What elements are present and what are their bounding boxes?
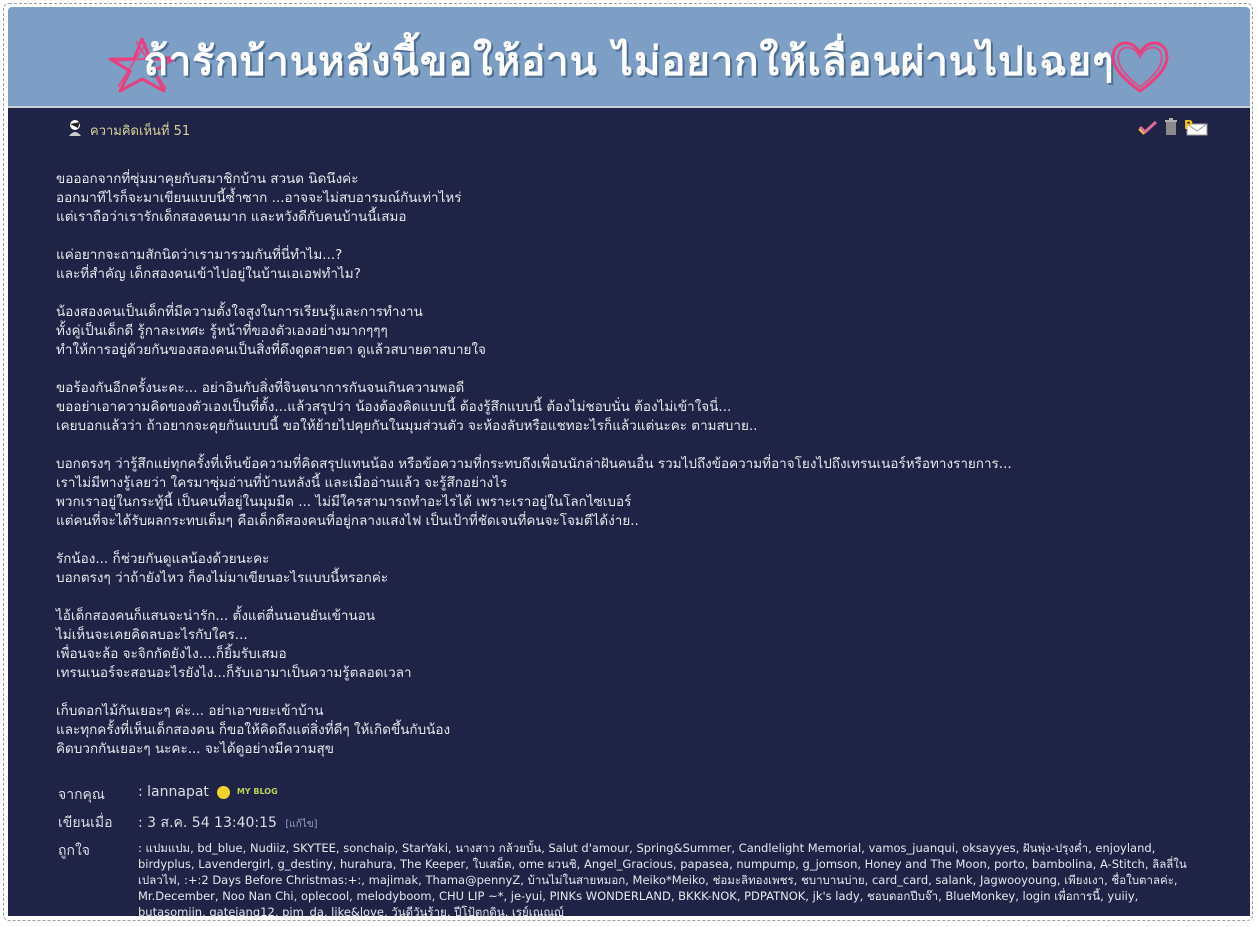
heart-doodle-icon	[1108, 35, 1172, 99]
written-label: เขียนเมื่อ	[58, 815, 113, 831]
paragraph: น้องสองคนเป็นเด็กที่มีความตั้งใจสูงในการเรียนรู้และการทำงาน ทั้งคู่เป็นเด็กดี รู้กาละเทศะ รู้หน้าที่ของตัวเองอย่างมากๆๆๆ ทำให้การอยู่ด้วยกันของสองคนเป็นสิ่งที่ดึงดูดสายตา ดูแล้วสบายตาสบายใจ	[56, 304, 486, 358]
paragraph: แค่อยากจะถามสักนิดว่าเรามารวมกันที่นี่ทำไม...? และที่สำคัญ เด็กสองคนเข้าไปอยู่ในบ้านเอเอฟทำไม?	[56, 247, 361, 282]
comment-header	[66, 120, 190, 140]
edit-link[interactable]: [แก้ไข]	[285, 819, 318, 830]
banner	[8, 7, 1250, 106]
written-row	[58, 812, 1218, 834]
author-name[interactable]: : lannapat	[138, 784, 209, 800]
comment-panel	[8, 106, 1250, 919]
myblog-badge[interactable]: MY BLOG	[236, 787, 278, 796]
svg-text:P: P	[1184, 118, 1193, 132]
comment-actions	[1138, 118, 1208, 140]
trash-icon[interactable]	[1164, 118, 1178, 140]
likes-list: : แปมแปม, bd_blue, Nudiiz, SKYTEE, sonchaip, StarYaki, นางสาว กล้วยบั้น, Salut d'amour, Spring&Summer, Candlelight Memorial, vamos_juanqui, oksayyes, ฝันพุ่ง-ปรุงค่ำ, enjoyland, birdyplus, Lavendergirl, g_destiny, hurahura, The Keeper, ใบเสม็ด, ome ผวนชิ, Angel_Gracious, papasea, numpump, g_jomson, Honey and The Moon, porto, bambolina, A-Stitch, ลิลลี่ในเปลวไฟ, :+:2 Days Before Christmas:+:, majimak, Thama@pennyZ, บ้านไม่ในสายหมอก, Meiko*Meiko, ช่อมะลิทองเพชร, ชบาบานบ่าย, card_card, salank, Jagwooyoung, เพียงเงา, ชื่อใบตาลค่ะ, Mr.December, Noo Nan Chi, oplecool, melodyboom, CHU LIP ~*, je-yui, PINKs WONDERLAND, BKKK-NOK, PDPATNOK, jk's lady, ชอบดอกปีบจ๊า, BlueMonkey, login เพื่อการนี้, yuiiy, butasomjin, gatejang12, pim_da, like&love, วันดีวันร้าย, ปีโป้ตกดิน, เรย์เณณญ์	[138, 841, 1187, 919]
paragraph: ไอ้เด็กสองคนก็แสนจะน่ารัก... ตั้งแต่ตื่นนอนยันเข้านอน ไม่เห็นจะเคยคิดลบอะไรกับใคร... เพื่อนจะล้อ จะจิกกัดยังไง....ก็ยิ้มรับเสมอ เทรนเนอร์จะสอนอะไรยังไง...ก็รับเอามาเป็นความรู้ตลอดเวลา	[56, 608, 412, 681]
comment-body	[56, 170, 1206, 778]
comment-meta	[58, 784, 1218, 926]
comment-number: ความคิดเห็นที่ 51	[90, 123, 191, 139]
banner-title: ถ้ารักบ้านหลังนี้ขอให้อ่าน ไม่อยากให้เลื่อนผ่านไปเฉยๆ	[143, 39, 1115, 85]
user-avatar-icon	[66, 119, 84, 141]
likes-label: ถูกใจ	[58, 843, 90, 859]
likes-row	[58, 840, 1218, 920]
from-row	[58, 784, 1218, 806]
check-icon[interactable]	[1138, 119, 1158, 139]
written-timestamp: : 3 ส.ค. 54 13:40:15	[138, 815, 277, 831]
author-link[interactable]	[138, 784, 278, 806]
paragraph: รักน้อง... ก็ช่วยกันดูแลน้องด้วยนะคะ บอกตรงๆ ว่าถ้ายังไหว ก็คงไม่มาเขียนอะไรแบบนี้หรอกค่ะ	[56, 551, 389, 586]
paragraph: ขอออกจากที่ซุ่มมาคุยกับสมาชิกบ้าน สวนด นิดนึงค่ะ ออกมาทีไรก็จะมาเขียนแบบนี้ซ้ำซาก ...อาจจะไม่สบอารมณ์กันเท่าไหร่ แต่เราถือว่าเรารักเด็กสองคนมาก และหวังดีกับคนบ้านนี้เสมอ	[56, 171, 462, 225]
paragraph: บอกตรงๆ ว่ารู้สึกแย่ทุกครั้งที่เห็นข้อความที่คิดสรุปแทนน้อง หรือข้อความที่กระทบถึงเพื่อนนักล่าฝันคนอื่น รวมไปถึงข้อความที่อาจโยงไปถึงเทรนเนอร์หรือทางรายการ... เราไม่มีทางรู้เลยว่า ใครมาซุ่มอ่านที่บ้านหลังนี้ และเมื่ออ่านแล้ว จะรู้สึกอย่างไร พวกเราอยู่ในกระทู้นี้ เป็นคนที่อยู่ในมุมมืด ... ไม่มีใครสามารถทำอะไรได้ เพราะเราอยู่ในโลกไซเบอร์ แต่คนที่จะได้รับผลกระทบเต็มๆ คือเด็กดีสองคนที่อยู่กลางแสงไฟ เป็นเป้าที่ชัดเจนที่คนจะโจมตีได้ง่าย..	[56, 456, 1012, 529]
message-icon[interactable]	[1184, 118, 1208, 140]
paragraph: เก็บดอกไม้กันเยอะๆ ค่ะ... อย่าเอาขยะเข้าบ้าน และทุกครั้งที่เห็นเด็กสองคน ก็ขอให้คิดถึงแต่สิ่งที่ดีๆ ให้เกิดขึ้นกับน้อง คิดบวกกันเยอะๆ นะคะ... จะได้ดูอย่างมีความสุข	[56, 703, 451, 757]
paragraph: ขอร้องกันอีกครั้งนะคะ... อย่าอินกับสิ่งที่จินตนาการกันจนเกินความพอดี ขออย่าเอาความคิดของตัวเองเป็นที่ตั้ง...แล้วสรุปว่า น้องต้องคิดแบบนี้ ต้องรู้สึกแบบนี้ ต้องไม่ชอบนั่น ต้องไม่เข้าใจนี่... เคยบอกแล้วว่า ถ้าอยากจะคุยกันแบบนี้ ขอให้ย้ายไปคุยกันในมุมส่วนตัว จะห้องลับหรือแชทอะไรก็แล้วแต่นะคะ ตามสบาย..	[56, 380, 758, 434]
from-label: จากคุณ	[58, 787, 105, 803]
smiley-icon	[217, 786, 230, 799]
